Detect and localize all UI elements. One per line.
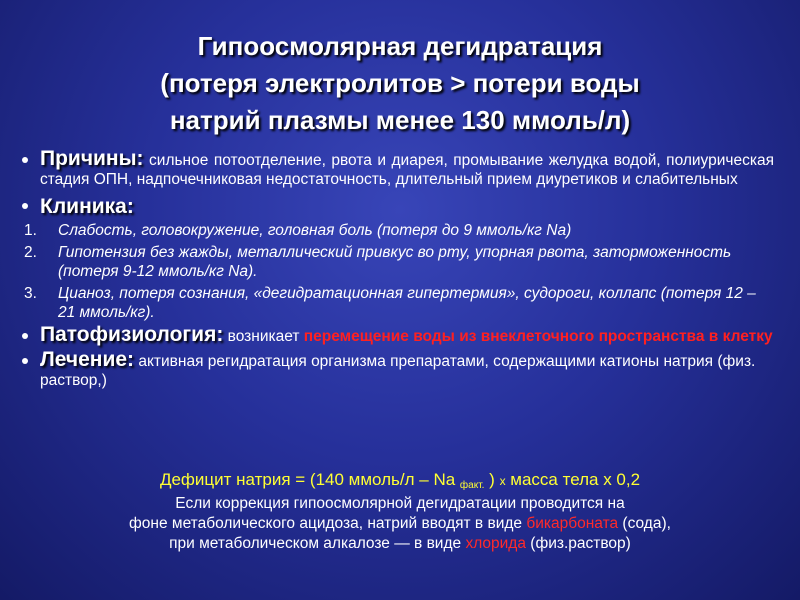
correction-note	[0, 494, 800, 554]
causes-text: сильное потоотделение, рвота и диарея, промывание желудка водой, полиурическая стадия ОПН, надпочечниковая недостаточность, длительный прием диуретиков и слабительных	[40, 152, 774, 188]
clinic-item	[22, 221, 774, 240]
title-line-2: (потеря электролитов > потери воды	[160, 68, 640, 98]
clinic-item-number: 2.	[24, 244, 37, 261]
note-line-2	[0, 514, 800, 534]
treatment-text: активная регидратация организма препаратами, содержащими катионы натрия (физ. раствор,)	[40, 353, 756, 389]
note-line-3-post: (физ.раствор)	[525, 535, 631, 552]
bullet-treatment	[22, 350, 774, 390]
slide-title	[60, 28, 740, 139]
note-bicarbonate: бикарбоната	[526, 515, 619, 532]
clinic-item-text: Слабость, головокружение, головная боль (потеря до 9 ммоль/кг Na)	[58, 222, 572, 239]
bullet-dot	[22, 203, 28, 209]
bullet-dot	[22, 157, 28, 163]
clinic-item	[22, 243, 774, 281]
note-line-3	[0, 534, 800, 554]
note-line-2-pre: фоне метаболического ацидоза, натрий вводят в виде	[129, 515, 527, 532]
clinic-list	[22, 221, 774, 322]
title-line-1: Гипоосмолярная дегидратация	[197, 31, 603, 61]
sodium-deficit-formula	[0, 470, 800, 491]
pathophysiology-highlight: перемещение воды из внеклеточного пространства в клетку	[303, 328, 773, 345]
clinic-item-text: Цианоз, потеря сознания, «дегидратационная гипертермия», судороги, коллапс (потеря 12 – 21 ммоль/кг).	[58, 285, 756, 321]
clinic-label: Клиника:	[40, 195, 134, 218]
clinic-item-number: 3.	[24, 285, 37, 302]
formula-part-3: масса тела x 0,2	[505, 470, 641, 489]
causes-label: Причины:	[40, 147, 144, 170]
formula-multiply-sign: x	[499, 474, 506, 488]
clinic-item-text: Гипотензия без жажды, металлический привкус во рту, упорная рвота, заторможенность (потеря 9-12 ммоль/кг Na).	[58, 244, 732, 280]
note-line-2-post: (сода),	[618, 515, 671, 532]
note-line-3-pre: при метаболическом алкалозе — в виде	[169, 535, 466, 552]
formula-part-1: Дефицит натрия = (140 ммоль/л – Na	[159, 470, 460, 489]
pathophysiology-text: возникает	[223, 328, 304, 345]
clinic-item	[22, 284, 774, 322]
content-list	[22, 149, 774, 390]
formula-subscript: факт.	[459, 480, 485, 491]
title-line-3: натрий плазмы менее 130 ммоль/л)	[169, 105, 631, 135]
bullet-pathophysiology	[22, 325, 774, 346]
clinic-item-number: 1.	[24, 222, 37, 239]
treatment-label: Лечение:	[40, 348, 135, 371]
note-chloride: хлорида	[465, 535, 526, 552]
bullet-dot	[22, 333, 28, 339]
bullet-dot	[22, 358, 28, 364]
bullet-causes	[22, 149, 774, 189]
formula-part-2: )	[484, 470, 500, 489]
note-line-1: Если коррекция гипоосмолярной дегидратации проводится на	[175, 495, 625, 512]
pathophysiology-label: Патофизиология:	[40, 323, 224, 346]
bullet-clinic	[22, 195, 774, 219]
